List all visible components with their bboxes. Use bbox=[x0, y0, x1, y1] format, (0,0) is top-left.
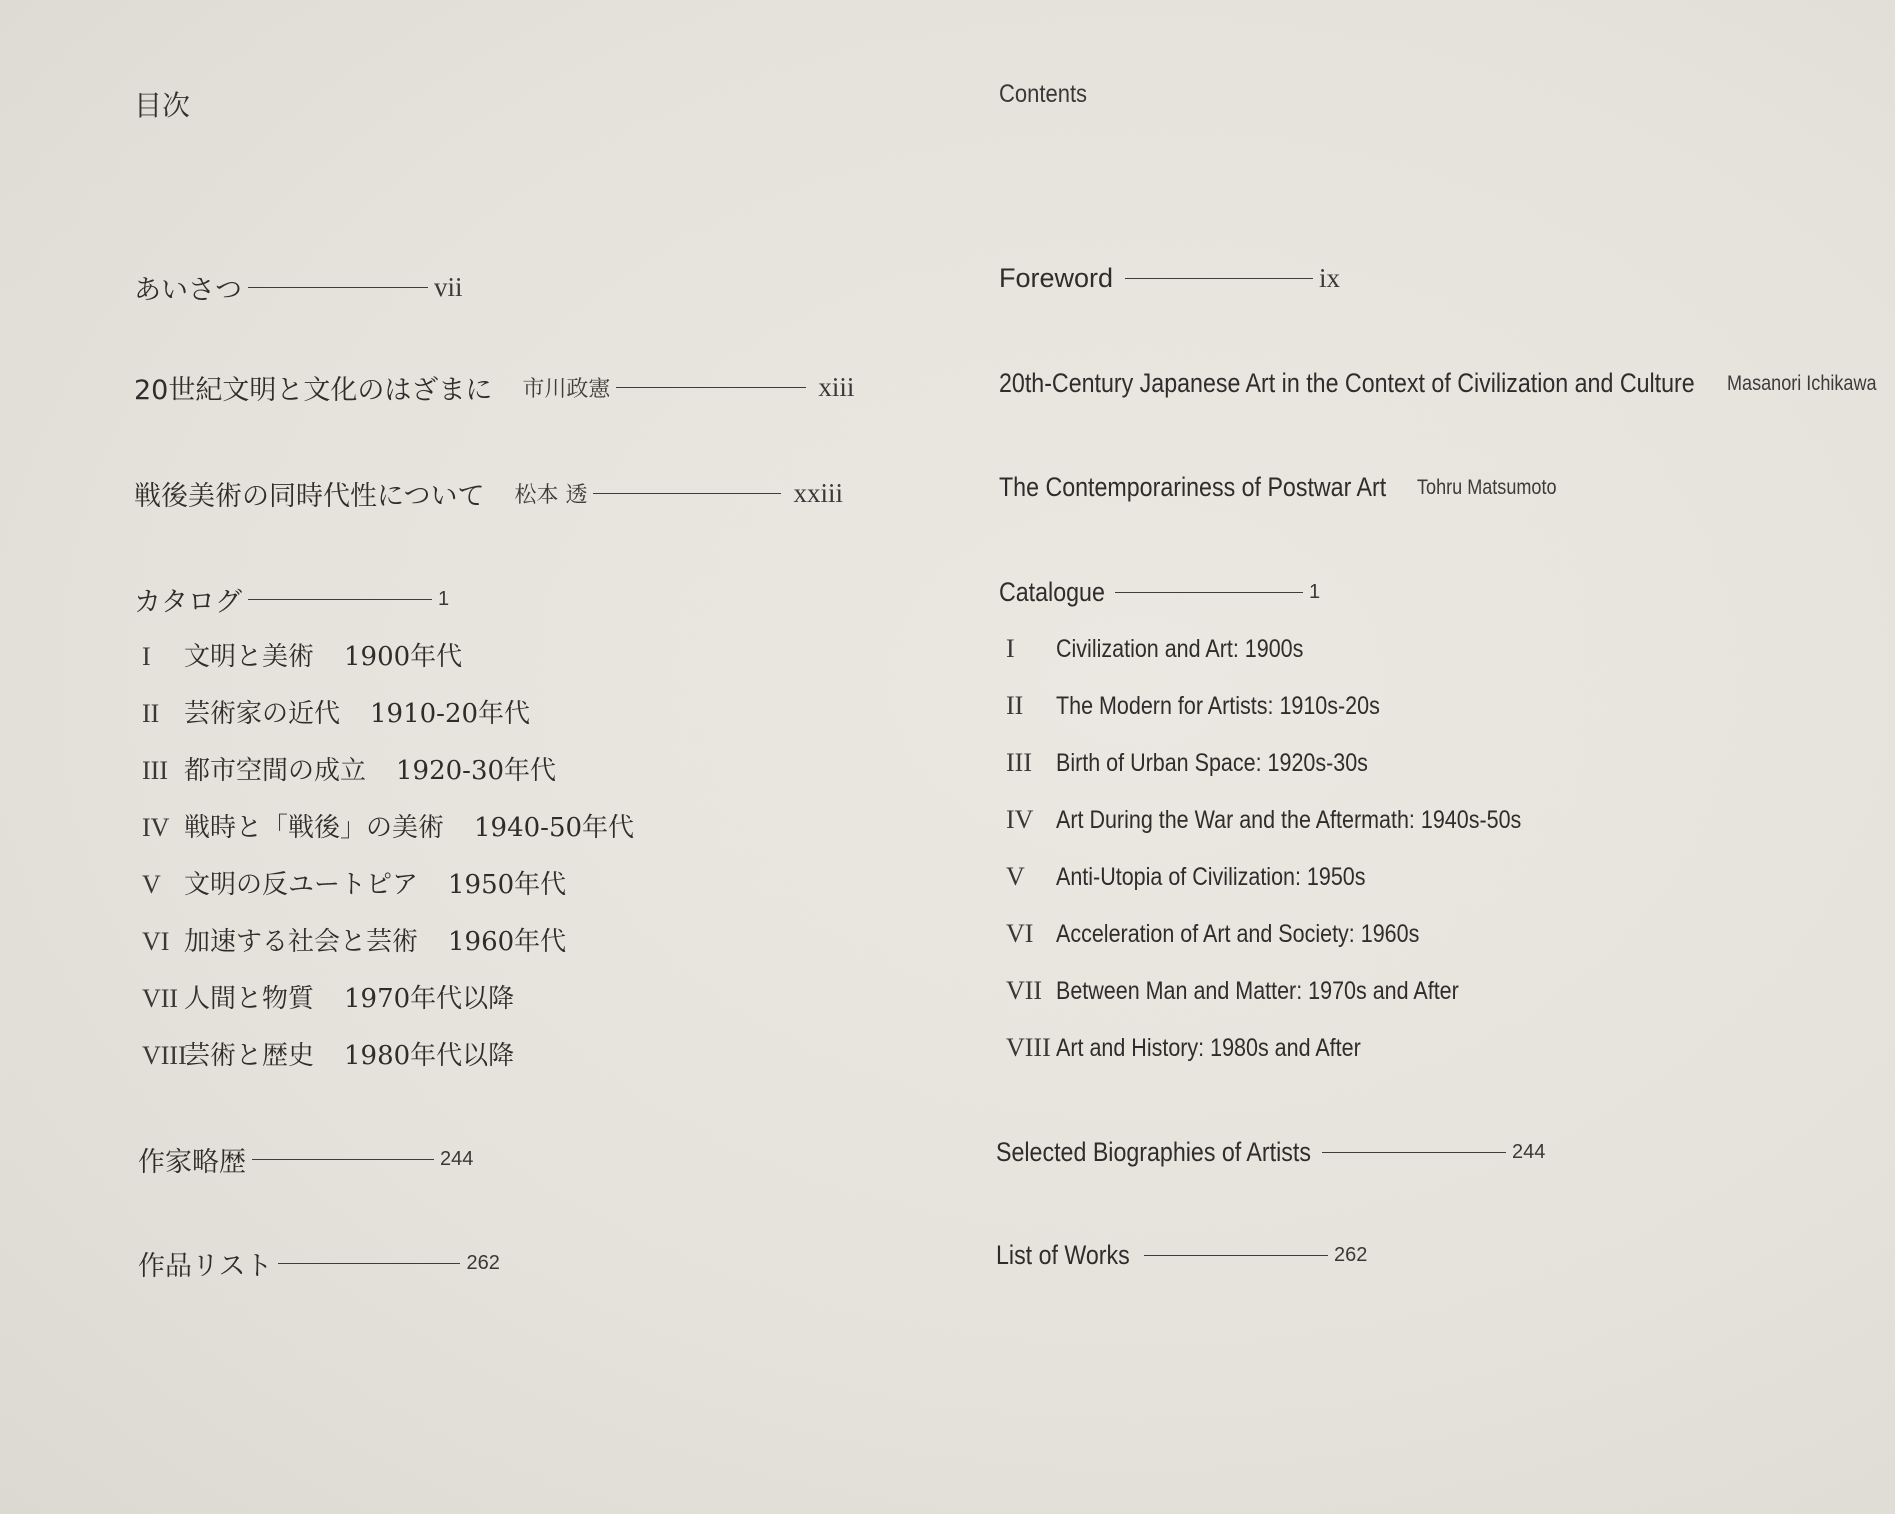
chapter-title: 芸術と歴史 bbox=[184, 1041, 315, 1071]
en-entry-page: 244 bbox=[1512, 1141, 1546, 1163]
jp-entry-page: 244 bbox=[440, 1148, 474, 1170]
jp-chapter-6[interactable] bbox=[142, 921, 566, 958]
chapter-number: II bbox=[142, 699, 160, 728]
en-entry-author: Masanori Ichikawa bbox=[1727, 371, 1877, 395]
jp-entry-page: xiii bbox=[818, 372, 855, 402]
jp-chapter-8[interactable] bbox=[142, 1035, 514, 1072]
chapter-number: IV bbox=[142, 813, 170, 842]
chapter-title: Between Man and Matter: 1970s and After bbox=[1056, 977, 1459, 1005]
jp-entry-author: 市川政憲 bbox=[522, 377, 611, 402]
jp-entry-title: 20世紀文明と文化のはざまに bbox=[134, 375, 493, 406]
chapter-title: Art During the War and the Aftermath: 1940s-50s bbox=[1056, 806, 1522, 834]
leader-line bbox=[593, 493, 781, 494]
en-entry-essay-2[interactable] bbox=[999, 472, 1579, 503]
chapter-title: Civilization and Art: 1900s bbox=[1056, 635, 1304, 663]
chapter-period: 1980年代以降 bbox=[344, 1041, 515, 1071]
en-chapter-1[interactable] bbox=[1006, 634, 1344, 664]
chapter-period: 1940-50年代 bbox=[474, 813, 635, 843]
jp-entry-title: 戦後美術の同時代性について bbox=[134, 481, 485, 512]
jp-entry-biographies[interactable] bbox=[138, 1140, 473, 1179]
en-chapter-2[interactable] bbox=[1006, 691, 1433, 721]
chapter-number: V bbox=[1006, 862, 1025, 891]
leader-line bbox=[1125, 278, 1313, 279]
jp-entry-title: 作家略歴 bbox=[138, 1147, 246, 1178]
en-chapter-3[interactable] bbox=[1006, 748, 1419, 778]
leader-line bbox=[248, 599, 432, 600]
en-entry-foreword[interactable] bbox=[999, 263, 1340, 294]
en-entry-title: Catalogue bbox=[999, 577, 1105, 607]
jp-heading: 目次 bbox=[134, 89, 191, 122]
leader-line bbox=[1115, 592, 1303, 593]
leader-line bbox=[1322, 1152, 1506, 1153]
en-entry-page: 1 bbox=[1309, 581, 1321, 603]
chapter-number: III bbox=[142, 756, 168, 785]
chapter-number: VIII bbox=[1006, 1033, 1051, 1062]
chapter-number: VII bbox=[142, 984, 179, 1013]
leader-line bbox=[616, 387, 806, 388]
en-entry-title: Selected Biographies of Artists bbox=[996, 1137, 1311, 1167]
jp-entry-essay-2[interactable] bbox=[134, 474, 843, 513]
chapter-title: 戦時と「戦後」の美術 bbox=[184, 813, 445, 843]
chapter-period: 1960年代 bbox=[448, 927, 567, 957]
jp-entry-page: 262 bbox=[466, 1252, 500, 1274]
jp-chapter-2[interactable] bbox=[142, 693, 530, 730]
chapter-title: 加速する社会と芸術 bbox=[184, 927, 419, 957]
jp-entry-works[interactable] bbox=[138, 1244, 500, 1283]
en-entry-title: Foreword bbox=[999, 263, 1114, 293]
en-entry-works[interactable] bbox=[996, 1240, 1367, 1271]
en-entry-page: 262 bbox=[1334, 1244, 1368, 1266]
en-entry-biographies[interactable] bbox=[996, 1137, 1545, 1168]
chapter-number: VII bbox=[1006, 976, 1043, 1005]
chapter-number: V bbox=[142, 870, 161, 899]
chapter-title: The Modern for Artists: 1910s-20s bbox=[1056, 692, 1380, 720]
jp-entry-page: vii bbox=[434, 272, 463, 302]
jp-entry-catalogue[interactable] bbox=[134, 580, 449, 619]
en-chapter-4[interactable] bbox=[1006, 805, 1597, 835]
chapter-number: III bbox=[1006, 748, 1032, 777]
en-entry-author: Tohru Matsumoto bbox=[1417, 475, 1557, 499]
chapter-period: 1920-30年代 bbox=[396, 756, 557, 786]
chapter-title: Art and History: 1980s and After bbox=[1056, 1034, 1361, 1062]
en-entry-essay-1[interactable] bbox=[999, 368, 1895, 399]
chapter-title: 文明の反ユートピア bbox=[184, 870, 419, 900]
chapter-number: VI bbox=[1006, 919, 1034, 948]
chapter-title: Birth of Urban Space: 1920s-30s bbox=[1056, 749, 1368, 777]
chapter-period: 1970年代以降 bbox=[344, 984, 515, 1014]
leader-line bbox=[252, 1159, 434, 1160]
chapter-title: Acceleration of Art and Society: 1960s bbox=[1056, 920, 1420, 948]
chapter-number: I bbox=[142, 642, 151, 671]
jp-entry-page: 1 bbox=[438, 588, 450, 610]
jp-chapter-3[interactable] bbox=[142, 750, 556, 787]
jp-chapter-1[interactable] bbox=[142, 636, 462, 673]
jp-entry-title: あいさつ bbox=[134, 275, 242, 306]
en-heading: Contents bbox=[999, 80, 1088, 108]
leader-line bbox=[278, 1263, 460, 1264]
en-entry-title: The Contemporariness of Postwar Art bbox=[999, 472, 1387, 502]
en-chapter-7[interactable] bbox=[1006, 976, 1524, 1006]
chapter-title: 都市空間の成立 bbox=[184, 756, 367, 786]
leader-line bbox=[248, 287, 428, 288]
leader-line bbox=[1144, 1255, 1328, 1256]
chapter-title: Anti-Utopia of Civilization: 1950s bbox=[1056, 863, 1366, 891]
chapter-number: IV bbox=[1006, 805, 1034, 834]
chapter-title: 文明と美術 bbox=[184, 642, 315, 672]
en-chapter-6[interactable] bbox=[1006, 919, 1478, 949]
jp-entry-essay-1[interactable] bbox=[134, 368, 854, 407]
jp-entry-title: カタログ bbox=[134, 587, 242, 618]
chapter-number: II bbox=[1006, 691, 1024, 720]
jp-chapter-4[interactable] bbox=[142, 807, 634, 844]
jp-chapter-7[interactable] bbox=[142, 978, 514, 1015]
chapter-number: VI bbox=[142, 927, 170, 956]
en-chapter-5[interactable] bbox=[1006, 862, 1416, 892]
chapter-period: 1900年代 bbox=[344, 642, 463, 672]
en-chapter-8[interactable] bbox=[1006, 1033, 1410, 1063]
jp-entry-foreword[interactable] bbox=[134, 268, 463, 307]
jp-entry-title: 作品リスト bbox=[138, 1251, 273, 1282]
en-entry-title: List of Works bbox=[996, 1240, 1130, 1270]
jp-entry-page: xxiii bbox=[793, 478, 843, 508]
chapter-period: 1950年代 bbox=[448, 870, 567, 900]
en-entry-page: ix bbox=[1319, 263, 1341, 293]
chapter-number: VIII bbox=[142, 1041, 187, 1070]
jp-chapter-5[interactable] bbox=[142, 864, 566, 901]
chapter-period: 1910-20年代 bbox=[370, 699, 531, 729]
chapter-title: 芸術家の近代 bbox=[184, 699, 341, 729]
jp-entry-author: 松本 透 bbox=[514, 483, 588, 508]
en-entry-catalogue[interactable] bbox=[999, 577, 1320, 608]
chapter-number: I bbox=[1006, 634, 1015, 663]
chapter-title: 人間と物質 bbox=[184, 984, 315, 1014]
en-entry-title: 20th-Century Japanese Art in the Context of Civilization and Culture bbox=[999, 368, 1695, 398]
